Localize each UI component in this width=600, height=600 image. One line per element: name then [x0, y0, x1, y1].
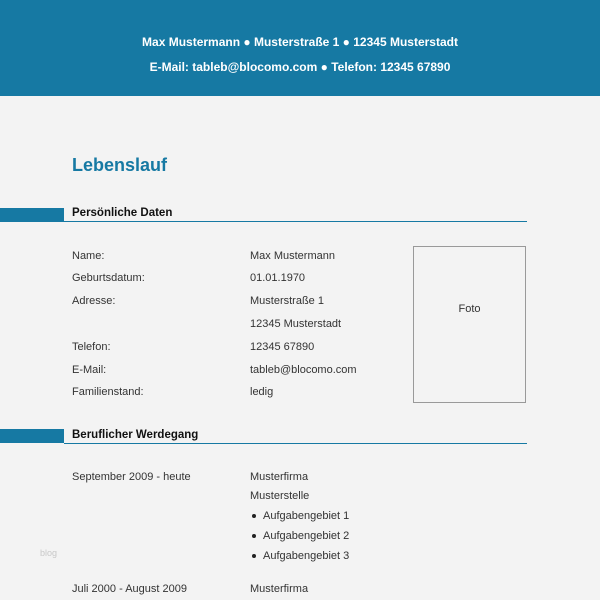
section-accent-bar — [0, 208, 64, 222]
photo-label: Foto — [458, 303, 481, 315]
task-label: Aufgabengebiet 2 — [263, 530, 350, 542]
label-marital-status: Familienstand: — [72, 386, 144, 398]
value-marital-status: ledig — [250, 386, 274, 398]
section-heading-career: Beruflicher Werdegang — [72, 429, 199, 441]
watermark: blog — [40, 548, 58, 558]
bullet-icon — [252, 554, 256, 558]
bullet-icon — [252, 534, 256, 538]
career-period: September 2009 - heute — [72, 471, 191, 483]
bullet-icon — [252, 514, 256, 518]
section-divider — [64, 443, 527, 444]
header-email-phone-line: E-Mail: tableb@blocomo.com ● Telefon: 12345 67890 — [149, 60, 451, 74]
task-list — [250, 509, 349, 569]
career-company: Musterfirma — [250, 583, 309, 595]
value-phone: 12345 67890 — [250, 341, 315, 353]
task-label: Aufgabengebiet 1 — [263, 510, 350, 522]
contact-header — [0, 0, 600, 96]
section-divider — [64, 221, 527, 222]
value-birthdate: 01.01.1970 — [250, 272, 306, 284]
label-birthdate: Geburtsdatum: — [72, 272, 145, 284]
list-item — [250, 509, 349, 529]
list-item — [250, 529, 349, 549]
value-city: 12345 Musterstadt — [250, 318, 342, 330]
career-period: Juli 2000 - August 2009 — [72, 583, 187, 595]
section-heading-personal: Persönliche Daten — [72, 207, 173, 219]
career-company: Musterfirma — [250, 471, 309, 483]
value-email: tableb@blocomo.com — [250, 364, 357, 376]
label-name: Name: — [72, 250, 105, 262]
section-accent-bar — [0, 429, 64, 443]
value-street: Musterstraße 1 — [250, 295, 324, 307]
photo-placeholder — [413, 246, 526, 403]
page-title: Lebenslauf — [72, 155, 168, 175]
label-address: Adresse: — [72, 295, 116, 307]
label-email: E-Mail: — [72, 364, 107, 376]
header-contact-line: Max Mustermann ● Musterstraße 1 ● 12345 Musterstadt — [142, 35, 458, 49]
label-phone: Telefon: — [72, 341, 111, 353]
task-label: Aufgabengebiet 3 — [263, 550, 350, 562]
list-item — [250, 549, 349, 569]
career-position: Musterstelle — [250, 490, 310, 502]
value-name: Max Mustermann — [250, 250, 335, 262]
